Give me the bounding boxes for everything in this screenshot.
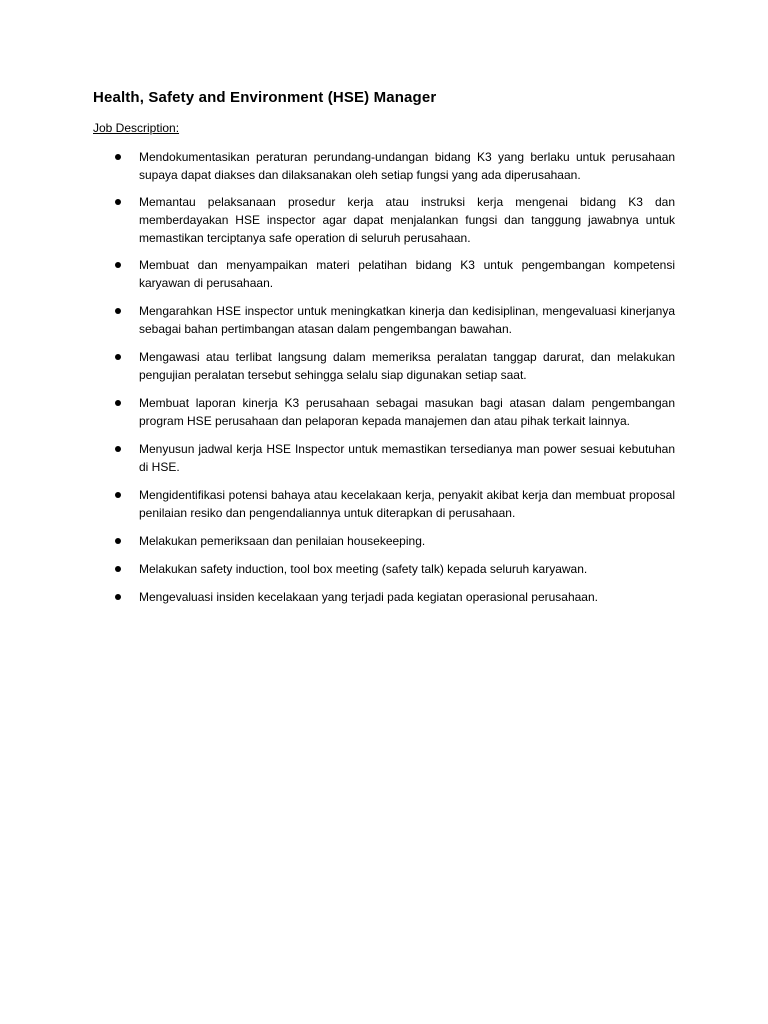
list-item xyxy=(112,148,675,184)
list-item xyxy=(112,486,675,522)
document-title: Health, Safety and Environment (HSE) Manager xyxy=(93,89,437,106)
bullet-icon xyxy=(115,594,121,600)
duty-text: Melakukan pemeriksaan dan penilaian housekeeping. xyxy=(139,534,426,548)
duty-text: Mengarahkan HSE inspector untuk meningkatkan kinerja dan kedisiplinan, mengevaluasi kinerjanya sebagai bahan pertimbangan atasan dalam pengembangan bawahan. xyxy=(139,304,675,336)
list-item xyxy=(112,532,675,550)
duty-text: Memantau pelaksanaan prosedur kerja atau instruksi kerja mengenai bidang K3 dan memberdayakan HSE inspector agar dapat menjalankan fungsi dan tanggung jawabnya untuk memastikan terciptanya safe operation di seluruh perusahaan. xyxy=(139,195,675,245)
bullet-icon xyxy=(115,308,121,314)
bullet-icon xyxy=(115,199,121,205)
list-item xyxy=(112,302,675,338)
list-item xyxy=(112,348,675,384)
job-description-heading: Job Description: xyxy=(93,121,180,135)
duty-text: Mengidentifikasi potensi bahaya atau kecelakaan kerja, penyakit akibat kerja dan membuat proposal penilaian resiko dan pengendaliannya untuk diterapkan di perusahaan. xyxy=(139,488,675,520)
bullet-icon xyxy=(115,154,121,160)
duty-text: Membuat dan menyampaikan materi pelatihan bidang K3 untuk pengembangan kompetensi karyawan di perusahaan. xyxy=(139,258,675,290)
list-item xyxy=(112,256,675,292)
job-duties-list xyxy=(112,148,675,606)
list-item xyxy=(112,193,675,247)
list-item xyxy=(112,394,675,430)
list-item xyxy=(112,588,675,606)
bullet-icon xyxy=(115,354,121,360)
list-item xyxy=(112,440,675,476)
duty-text: Mendokumentasikan peraturan perundang-undangan bidang K3 yang berlaku untuk perusahaan supaya dapat diakses dan dilaksanakan oleh setiap fungsi yang ada diperusahaan. xyxy=(139,150,675,182)
duty-text: Mengawasi atau terlibat langsung dalam memeriksa peralatan tanggap darurat, dan melakukan pengujian peralatan tersebut sehingga selalu siap digunakan setiap saat. xyxy=(139,350,675,382)
bullet-icon xyxy=(115,446,121,452)
duty-text: Membuat laporan kinerja K3 perusahaan sebagai masukan bagi atasan dalam pengembangan program HSE perusahaan dan pelaporan kepada manajemen dan atau pihak terkait lainnya. xyxy=(139,396,675,428)
bullet-icon xyxy=(115,262,121,268)
duty-text: Menyusun jadwal kerja HSE Inspector untuk memastikan tersedianya man power sesuai kebutuhan di HSE. xyxy=(139,442,675,474)
bullet-icon xyxy=(115,538,121,544)
duty-text: Melakukan safety induction, tool box meeting (safety talk) kepada seluruh karyawan. xyxy=(139,562,588,576)
list-item xyxy=(112,560,675,578)
bullet-icon xyxy=(115,492,121,498)
bullet-icon xyxy=(115,566,121,572)
bullet-icon xyxy=(115,400,121,406)
duty-text: Mengevaluasi insiden kecelakaan yang terjadi pada kegiatan operasional perusahaan. xyxy=(139,590,598,604)
